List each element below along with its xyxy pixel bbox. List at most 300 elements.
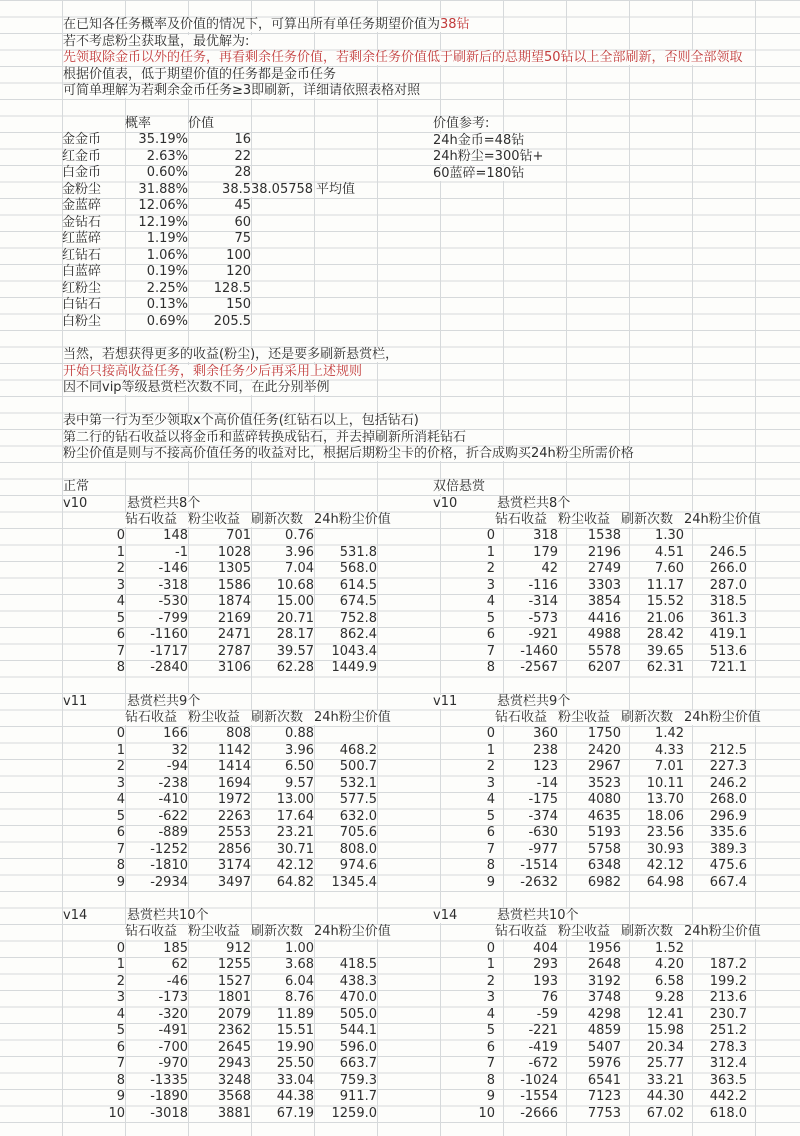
row-index-cell[interactable]: 8 [486,858,495,873]
dust-value-cell[interactable]: 296.9 [709,808,747,824]
dust-income-cell[interactable]: 5758 [587,841,621,857]
row-index-cell[interactable]: 5 [486,610,495,626]
diamond-income-cell[interactable]: -2666 [520,1105,558,1121]
item-name-cell[interactable]: 金粉尘 [62,181,102,197]
dust-income-cell[interactable]: 701 [226,528,251,543]
refresh-count-cell[interactable]: 10.11 [646,775,684,791]
dust-value-cell[interactable]: 752.8 [339,610,377,626]
row-index-cell[interactable]: 8 [116,858,125,873]
row-index-cell[interactable]: 0 [486,726,495,741]
refresh-count-cell[interactable]: 3.68 [285,957,314,972]
row-index-cell[interactable]: 0 [486,940,495,956]
dust-value-cell[interactable]: 470.0 [339,990,377,1005]
refresh-count-cell[interactable]: 3.96 [285,544,314,560]
diamond-income-cell[interactable]: 179 [533,544,558,560]
refresh-count-cell[interactable]: 30.71 [276,841,314,857]
row-index-cell[interactable]: 2 [486,561,495,576]
diamond-income-cell[interactable]: -1810 [150,858,188,873]
average-value-cell[interactable]: 38.05758 [251,182,314,197]
dust-value-cell[interactable]: 438.3 [339,973,377,989]
vip-label-v11-double[interactable]: v11 [433,695,460,709]
dust-value-cell[interactable]: 251.2 [709,1023,747,1038]
slots-label-v14-double[interactable]: 悬赏栏共10个 [497,909,582,923]
diamond-income-cell[interactable]: -2567 [520,660,558,675]
column-header[interactable] [188,710,251,727]
diamond-income-cell[interactable]: -374 [528,808,558,824]
diamond-income-cell[interactable]: 185 [163,940,188,956]
item-name-cell[interactable]: 金蓝碎 [62,198,102,213]
item-probability-cell[interactable]: 0.19% [146,264,188,279]
dust-value-cell[interactable]: 363.5 [709,1072,747,1088]
corner-cell[interactable] [62,116,125,133]
dust-value-cell[interactable]: 246.2 [709,775,747,791]
column-header[interactable] [251,924,314,941]
dust-income-cell[interactable]: 1801 [217,990,251,1005]
column-header[interactable] [621,924,684,941]
diamond-income-cell[interactable]: -2934 [150,874,188,890]
diamond-income-cell[interactable]: -46 [166,973,188,989]
item-name-cell[interactable]: 红蓝碎 [62,231,102,246]
dust-value-cell[interactable] [314,528,377,545]
dust-value-cell[interactable]: 532.1 [339,775,377,791]
refresh-count-cell[interactable]: 39.65 [646,643,684,659]
item-name-cell[interactable]: 红粉尘 [62,280,102,296]
slots-label-v10-normal[interactable]: 悬赏栏共8个 [127,497,203,511]
refresh-count-cell[interactable]: 9.57 [285,775,314,791]
diamond-income-cell[interactable]: 404 [533,940,558,956]
row-index-cell[interactable]: 3 [116,990,125,1005]
dust-income-cell[interactable]: 4416 [587,610,621,626]
refresh-count-cell[interactable]: 7.60 [655,561,684,576]
dust-value-cell[interactable]: 759.3 [339,1072,377,1088]
refresh-count-cell[interactable]: 19.90 [276,1039,314,1055]
item-value-cell[interactable]: 120 [226,264,251,279]
dust-value-cell[interactable]: 862.4 [339,627,377,642]
refresh-count-cell[interactable]: 62.28 [276,660,314,675]
refresh-count-cell[interactable]: 9.28 [655,990,684,1005]
row-index-cell[interactable]: 2 [486,973,495,989]
dust-income-cell[interactable]: 6348 [587,858,621,873]
refresh-count-cell[interactable]: 1.42 [655,726,684,741]
intro-line-5[interactable]: 可简单理解为若剩余金币任务≥3即刷新，详细请依照表格对照 [63,84,423,98]
dust-income-cell[interactable]: 1694 [217,775,251,791]
dust-income-cell[interactable]: 912 [226,940,251,956]
row-index-cell[interactable]: 4 [116,594,125,609]
dust-value-cell[interactable]: 187.2 [709,957,747,972]
dust-income-cell[interactable]: 1750 [587,726,621,741]
item-name-cell[interactable]: 白粉尘 [62,313,102,329]
dust-value-cell[interactable]: 227.3 [709,759,747,774]
diamond-income-cell[interactable]: -314 [528,594,558,609]
refresh-count-cell[interactable]: 7.04 [285,561,314,576]
corner-cell[interactable] [432,924,495,941]
slots-label-v10-double[interactable]: 悬赏栏共8个 [497,497,573,511]
dust-value-cell[interactable]: 911.7 [339,1089,377,1104]
diamond-income-cell[interactable]: 148 [163,528,188,543]
average-label-cell[interactable]: 平均值 [316,183,358,197]
dust-income-cell[interactable]: 3881 [217,1105,251,1121]
diamond-income-cell[interactable]: -700 [158,1039,188,1055]
dust-value-cell[interactable]: 618.0 [709,1105,747,1121]
refresh-count-cell[interactable]: 15.98 [646,1023,684,1038]
vip-label-v10-normal[interactable]: v10 [63,497,90,511]
dust-income-cell[interactable]: 2943 [217,1056,251,1071]
dust-value-cell[interactable]: 544.1 [339,1023,377,1038]
row-index-cell[interactable]: 4 [486,594,495,609]
item-value-cell[interactable]: 150 [226,297,251,312]
notes-explain-line-2[interactable]: 第二行的钻石收益以将金币和蓝碎转换成钻石，并去掉刷新所消耗钻石 [63,431,469,445]
dust-value-cell[interactable]: 705.6 [339,825,377,840]
refresh-count-cell[interactable]: 1.00 [285,940,314,956]
dust-income-cell[interactable]: 2471 [217,627,251,642]
dust-value-cell[interactable] [684,528,747,545]
dust-value-cell[interactable]: 1345.4 [331,874,377,890]
diamond-income-cell[interactable]: -238 [158,775,188,791]
dust-income-cell[interactable]: 1586 [217,577,251,593]
refresh-count-cell[interactable]: 30.93 [646,841,684,857]
diamond-income-cell[interactable]: -672 [528,1056,558,1071]
dust-value-cell[interactable] [314,941,377,958]
dust-value-cell[interactable]: 278.3 [709,1039,747,1055]
row-index-cell[interactable]: 4 [486,1006,495,1022]
diamond-income-cell[interactable]: 123 [533,759,558,774]
dust-income-cell[interactable]: 1527 [217,973,251,989]
corner-cell[interactable] [432,512,495,529]
row-index-cell[interactable]: 8 [486,660,495,675]
item-probability-cell[interactable]: 2.63% [146,148,188,164]
item-probability-cell[interactable]: 1.06% [146,247,188,263]
dust-income-cell[interactable]: 3854 [587,594,621,609]
refresh-count-cell[interactable]: 7.01 [655,759,684,774]
column-header[interactable] [558,710,621,727]
column-header[interactable] [188,512,251,529]
notes-refresh-line-1[interactable]: 当然，若想获得更多的收益(粉尘)，还是要多刷新悬赏栏， [63,348,401,362]
diamond-income-cell[interactable]: -146 [158,561,188,576]
refresh-count-cell[interactable]: 4.51 [655,544,684,560]
dust-value-cell[interactable]: 199.2 [709,973,747,989]
column-header[interactable] [125,512,188,529]
intro-line-2[interactable]: 若不考虑粉尘获取量，最优解为: [63,35,252,49]
diamond-income-cell[interactable]: 42 [541,561,558,576]
refresh-count-cell[interactable]: 3.96 [285,742,314,758]
slots-label-v11-double[interactable]: 悬赏栏共9个 [497,695,573,709]
dust-income-cell[interactable]: 1538 [587,528,621,543]
refresh-count-cell[interactable]: 6.04 [285,973,314,989]
dust-value-cell[interactable]: 475.6 [709,858,747,873]
diamond-income-cell[interactable]: 76 [541,990,558,1005]
refresh-count-cell[interactable]: 17.64 [276,808,314,824]
dust-value-cell[interactable]: 389.3 [709,841,747,857]
row-index-cell[interactable]: 6 [486,627,495,642]
diamond-income-cell[interactable]: -630 [528,825,558,840]
value-reference-line-3[interactable]: 60蓝碎=180钻 [433,167,527,181]
diamond-income-cell[interactable]: -3018 [150,1105,188,1121]
diamond-income-cell[interactable]: -1252 [150,841,188,857]
dust-income-cell[interactable]: 7753 [587,1105,621,1121]
dust-value-cell[interactable]: 268.0 [709,792,747,807]
dust-income-cell[interactable]: 2553 [217,825,251,840]
diamond-income-cell[interactable]: 62 [171,957,188,972]
dust-income-cell[interactable]: 2749 [587,561,621,576]
row-index-cell[interactable]: 10 [108,1105,125,1121]
dust-income-cell[interactable]: 5976 [587,1056,621,1071]
item-probability-cell[interactable]: 35.19% [138,132,188,147]
item-probability-cell[interactable]: 0.13% [146,297,188,312]
refresh-count-cell[interactable]: 44.30 [646,1089,684,1104]
row-index-cell[interactable]: 8 [486,1072,495,1088]
column-header[interactable] [684,709,761,727]
dust-income-cell[interactable]: 2856 [217,841,251,857]
refresh-count-cell[interactable]: 20.71 [276,610,314,626]
refresh-count-cell[interactable]: 33.21 [646,1072,684,1088]
diamond-income-cell[interactable]: -419 [528,1039,558,1055]
column-header[interactable] [558,512,621,529]
item-value-cell[interactable]: 100 [226,247,251,263]
dust-value-cell[interactable]: 531.8 [339,544,377,560]
dust-income-cell[interactable]: 2420 [587,742,621,758]
dust-value-cell[interactable]: 577.5 [339,792,377,807]
refresh-count-cell[interactable]: 62.31 [646,660,684,675]
item-value-cell[interactable]: 75 [234,231,251,246]
dust-value-cell[interactable]: 614.5 [339,577,377,593]
row-index-cell[interactable]: 2 [116,973,125,989]
item-probability-cell[interactable]: 12.19% [138,214,188,230]
diamond-income-cell[interactable]: -116 [528,577,558,593]
dust-value-cell[interactable]: 808.0 [339,841,377,857]
item-value-cell[interactable]: 128.5 [213,280,251,296]
refresh-count-cell[interactable]: 21.06 [646,610,684,626]
diamond-income-cell[interactable]: -977 [528,841,558,857]
value-reference-title[interactable]: 价值参考: [433,117,492,131]
dust-value-cell[interactable]: 596.0 [339,1039,377,1055]
item-probability-cell[interactable]: 0.69% [146,313,188,329]
dust-income-cell[interactable]: 3303 [587,577,621,593]
refresh-count-cell[interactable]: 13.00 [276,792,314,807]
dust-income-cell[interactable]: 2645 [217,1039,251,1055]
dust-value-cell[interactable]: 505.0 [339,1006,377,1022]
dust-income-cell[interactable]: 7123 [587,1089,621,1104]
item-probability-cell[interactable]: 31.88% [138,181,188,197]
dust-income-cell[interactable]: 6541 [587,1072,621,1088]
row-index-cell[interactable]: 6 [116,627,125,642]
refresh-count-cell[interactable]: 1.52 [655,940,684,956]
item-name-cell[interactable]: 红钻石 [62,247,102,263]
column-header[interactable] [314,709,391,727]
row-index-cell[interactable]: 9 [486,1089,495,1104]
dust-value-cell[interactable]: 287.0 [709,577,747,593]
dust-value-cell[interactable]: 663.7 [339,1056,377,1071]
refresh-count-cell[interactable]: 6.50 [285,759,314,774]
dust-income-cell[interactable]: 808 [226,726,251,741]
dust-value-cell[interactable]: 335.6 [709,825,747,840]
diamond-income-cell[interactable]: -173 [158,990,188,1005]
column-header[interactable] [621,710,684,727]
dust-value-cell[interactable] [684,726,747,743]
row-index-cell[interactable]: 1 [486,957,495,972]
dust-value-cell[interactable]: 361.3 [709,610,747,626]
item-value-cell[interactable]: 45 [234,198,251,213]
item-value-cell[interactable]: 60 [234,214,251,230]
row-index-cell[interactable]: 9 [116,1089,125,1104]
row-index-cell[interactable]: 3 [486,990,495,1005]
column-header[interactable] [495,512,558,529]
dust-value-cell[interactable]: 674.5 [339,594,377,609]
dust-income-cell[interactable]: 4988 [587,627,621,642]
dust-income-cell[interactable]: 1972 [217,792,251,807]
dust-income-cell[interactable]: 4080 [587,792,621,807]
refresh-count-cell[interactable]: 0.88 [285,726,314,741]
intro-line-4[interactable]: 根据价值表，低于期望价值的任务都是金币任务 [63,68,339,82]
item-name-cell[interactable]: 白金币 [62,165,102,180]
dust-income-cell[interactable]: 3174 [217,858,251,873]
refresh-count-cell[interactable]: 20.34 [646,1039,684,1055]
dust-value-cell[interactable]: 1449.9 [331,660,377,675]
dust-income-cell[interactable]: 1255 [217,957,251,972]
refresh-count-cell[interactable]: 42.12 [646,858,684,873]
row-index-cell[interactable]: 0 [116,726,125,741]
notes-refresh-line-3[interactable]: 因不同vip等级悬赏栏次数不同，在此分别举例 [63,381,333,395]
dust-value-cell[interactable]: 246.5 [709,544,747,560]
item-name-cell[interactable]: 金金币 [62,132,102,147]
dust-value-cell[interactable]: 667.4 [709,874,747,890]
dust-value-cell[interactable]: 500.7 [339,759,377,774]
diamond-income-cell[interactable]: -1890 [150,1089,188,1104]
row-index-cell[interactable]: 2 [116,759,125,774]
diamond-income-cell[interactable]: -59 [536,1006,558,1022]
dust-value-cell[interactable]: 419.1 [709,627,747,642]
dust-value-cell[interactable]: 1259.0 [331,1105,377,1121]
diamond-income-cell[interactable]: -491 [158,1023,188,1038]
dust-income-cell[interactable]: 1414 [217,759,251,774]
diamond-income-cell[interactable]: -175 [528,792,558,807]
dust-income-cell[interactable]: 3248 [217,1072,251,1088]
column-header[interactable] [621,512,684,529]
vip-label-v10-double[interactable]: v10 [433,497,460,511]
item-value-cell[interactable]: 22 [234,148,251,164]
item-probability-cell[interactable]: 2.25% [146,280,188,296]
value-reference-line-2[interactable]: 24h粉尘=300钻+ [433,150,546,164]
dust-value-cell[interactable]: 418.5 [339,957,377,972]
dust-income-cell[interactable]: 6982 [587,874,621,890]
row-index-cell[interactable]: 6 [116,825,125,840]
row-index-cell[interactable]: 4 [486,792,495,807]
row-index-cell[interactable]: 3 [116,577,125,593]
column-header[interactable] [558,924,621,941]
dust-income-cell[interactable]: 3748 [587,990,621,1005]
row-index-cell[interactable]: 8 [116,660,125,675]
refresh-count-cell[interactable]: 15.00 [276,594,314,609]
diamond-income-cell[interactable]: -221 [528,1023,558,1038]
item-value-cell[interactable]: 28 [234,165,251,180]
dust-value-cell[interactable]: 1043.4 [331,643,377,659]
diamond-income-cell[interactable]: -320 [158,1006,188,1022]
item-name-cell[interactable]: 白蓝碎 [62,264,102,279]
diamond-income-cell[interactable]: -1024 [520,1072,558,1088]
row-index-cell[interactable]: 1 [116,957,125,972]
row-index-cell[interactable]: 7 [116,643,125,659]
diamond-income-cell[interactable]: -622 [158,808,188,824]
dust-income-cell[interactable]: 5193 [587,825,621,840]
row-index-cell[interactable]: 8 [116,1072,125,1088]
column-header[interactable] [684,511,761,529]
diamond-income-cell[interactable]: 360 [533,726,558,741]
item-name-cell[interactable]: 白钻石 [62,297,102,312]
column-header[interactable] [251,512,314,529]
row-index-cell[interactable]: 6 [116,1039,125,1055]
probability-column-header[interactable]: 概率 [125,115,152,131]
diamond-income-cell[interactable]: -1514 [520,858,558,873]
refresh-count-cell[interactable]: 8.76 [285,990,314,1005]
refresh-count-cell[interactable]: 15.51 [276,1023,314,1038]
refresh-count-cell[interactable]: 67.19 [276,1105,314,1121]
dust-income-cell[interactable]: 4298 [587,1006,621,1022]
row-index-cell[interactable]: 7 [486,841,495,857]
column-header[interactable] [125,710,188,727]
column-header[interactable] [125,924,188,941]
row-index-cell[interactable]: 9 [116,874,125,890]
item-value-cell[interactable]: 38.5 [222,181,251,197]
diamond-income-cell[interactable]: -94 [166,759,188,774]
row-index-cell[interactable]: 3 [486,775,495,791]
refresh-count-cell[interactable]: 67.02 [646,1105,684,1121]
dust-value-cell[interactable]: 318.5 [709,594,747,609]
diamond-income-cell[interactable]: 193 [533,973,558,989]
row-index-cell[interactable]: 1 [116,544,125,560]
dust-income-cell[interactable]: 1874 [217,594,251,609]
refresh-count-cell[interactable]: 64.98 [646,874,684,890]
diamond-income-cell[interactable]: 238 [533,742,558,758]
vip-label-v14-normal[interactable]: v14 [63,909,90,923]
diamond-income-cell[interactable]: -573 [528,610,558,626]
diamond-income-cell[interactable]: -2632 [520,874,558,890]
diamond-income-cell[interactable]: -530 [158,594,188,609]
dust-value-cell[interactable]: 513.6 [709,643,747,659]
vip-label-v14-double[interactable]: v14 [433,909,460,923]
corner-cell[interactable] [432,710,495,727]
row-index-cell[interactable]: 5 [486,1023,495,1038]
normal-section-label[interactable]: 正常 [63,480,92,494]
diamond-income-cell[interactable]: -2840 [150,660,188,675]
row-index-cell[interactable]: 4 [116,1006,125,1022]
item-name-cell[interactable]: 红金币 [62,148,102,164]
column-header[interactable] [495,710,558,727]
row-index-cell[interactable]: 3 [116,775,125,791]
row-index-cell[interactable]: 7 [116,841,125,857]
dust-value-cell[interactable]: 974.6 [339,858,377,873]
refresh-count-cell[interactable]: 23.21 [276,825,314,840]
refresh-count-cell[interactable]: 4.20 [655,957,684,972]
item-probability-cell[interactable]: 0.60% [146,165,188,180]
diamond-income-cell[interactable]: 318 [533,528,558,543]
diamond-income-cell[interactable]: -1160 [150,627,188,642]
dust-income-cell[interactable]: 2787 [217,643,251,659]
refresh-count-cell[interactable]: 42.12 [276,858,314,873]
dust-income-cell[interactable]: 1956 [587,940,621,956]
notes-refresh-line-2[interactable]: 开始只接高收益任务，剩余任务少后再采用上述规则 [63,365,365,379]
row-index-cell[interactable]: 5 [116,1023,125,1038]
refresh-count-cell[interactable]: 39.57 [276,643,314,659]
refresh-count-cell[interactable]: 33.04 [276,1072,314,1088]
column-header[interactable] [684,924,761,941]
vip-label-v11-normal[interactable]: v11 [63,695,90,709]
refresh-count-cell[interactable]: 44.38 [276,1089,314,1104]
double-section-label[interactable]: 双倍悬赏 [433,480,488,494]
intro-line-1[interactable] [63,18,473,32]
dust-income-cell[interactable]: 1142 [217,742,251,758]
row-index-cell[interactable]: 0 [486,528,495,543]
refresh-count-cell[interactable]: 11.89 [276,1006,314,1022]
column-header[interactable] [314,511,391,529]
